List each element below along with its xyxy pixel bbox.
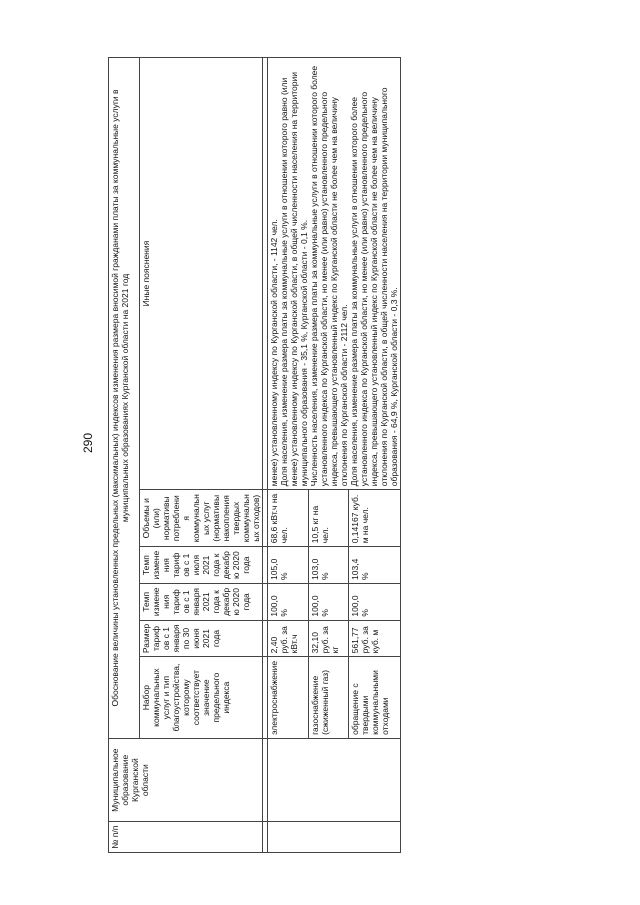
cell-municipality bbox=[268, 738, 401, 822]
header-tariff-rate-jul: Темп изменения тарифов с 1 июля 2021 года к декабрю 2020 года bbox=[140, 547, 263, 584]
header-num: № п/п bbox=[109, 822, 263, 853]
cell-notes bbox=[268, 58, 401, 490]
rotated-table-container bbox=[108, 57, 608, 853]
cell-rate-jan: 100,0 % bbox=[348, 583, 401, 620]
cell-size: 561,77 руб. за куб. м bbox=[348, 620, 401, 657]
header-service-set: Набор коммунальных услуг и тип благоустройства, которому соответствует значение предельного индекса bbox=[140, 657, 263, 739]
page-number: 290 bbox=[81, 432, 95, 454]
cell-volume: 0,14167 куб. м на чел. bbox=[348, 490, 401, 547]
cell-service: электроснабжение bbox=[268, 657, 308, 739]
header-volume: Объемы и (или) нормативы потребления коммунальных услуг (нормативы накопления твердых коммунальных отходов) bbox=[140, 490, 263, 547]
cell-rate-jul: 105,0 % bbox=[268, 547, 308, 584]
table-row bbox=[268, 58, 308, 853]
cell-rate-jan: 100,0 % bbox=[308, 583, 348, 620]
note-paragraph: Доля населения, изменение размера платы за коммунальные услуги в отношении которого более установленного индекса по Курганской области, но менее (или равно) установленного предельного индекса, превышающего установленный индекс по Курганской области не более чем на величину отклонения по Курганской области, в общей численности населения на территории муниципального образования - 64,9 %, Курганской области - 0,3 %. bbox=[349, 87, 400, 487]
header-tariff-rate-jan: Темп изменения тарифов с 1 января 2021 года к декабрю 2020 года bbox=[140, 583, 263, 620]
cell-rate-jul: 103,0 % bbox=[308, 547, 348, 584]
cell-num bbox=[268, 822, 401, 853]
note-paragraph: Доля населения, изменение размера платы за коммунальные услуги в отношении которого равно (или менее) установленному индексу по Курганской области, в общей численности населения на территории муниципального образования - 35,1 %, Курганской области - 0,1 %. bbox=[279, 72, 310, 487]
cell-size: 32,10 руб. за кг bbox=[308, 620, 348, 657]
cell-service: газоснабжение (сжиженный газ) bbox=[308, 657, 348, 739]
cell-rate-jan: 100,0 % bbox=[268, 583, 308, 620]
cell-service: обращение с твердыми коммунальными отходами bbox=[348, 657, 401, 739]
header-notes: Иные пояснения bbox=[140, 58, 263, 490]
cell-rate-jul: 103,4 % bbox=[348, 547, 401, 584]
header-justification: Обоснование величины установленных предельных (максимальных) индексов изменения размера вносимой гражданами платы за коммунальные услуги в муниципальных образованиях Курганской области на 2021 год bbox=[109, 58, 140, 739]
header-tariff-size: Размер тарифов с 1 января по 30 июня 2021 года bbox=[140, 620, 263, 657]
note-paragraph: менее) установленному индексу по Курганской области, - 1142 чел. bbox=[269, 219, 280, 487]
header-municipality: Муниципальное образование Курганской области bbox=[109, 738, 263, 822]
cell-volume: 10,5 кг на чел. bbox=[308, 490, 348, 547]
cell-volume: 68,6 кВт.ч на чел. bbox=[268, 490, 308, 547]
note-paragraph: Численность населения, изменение размера платы за коммунальные услуги в отношении которого более установленного индекса по Курганской области, но менее (или равно) установленного предельного индекса, превышающего установленный индекс по Курганской области не более чем на величину отклонения по Курганской области - 2112 чел. bbox=[309, 65, 350, 487]
index-justification-table bbox=[108, 57, 401, 853]
cell-size: 2,40 руб. за кВт.ч bbox=[268, 620, 308, 657]
